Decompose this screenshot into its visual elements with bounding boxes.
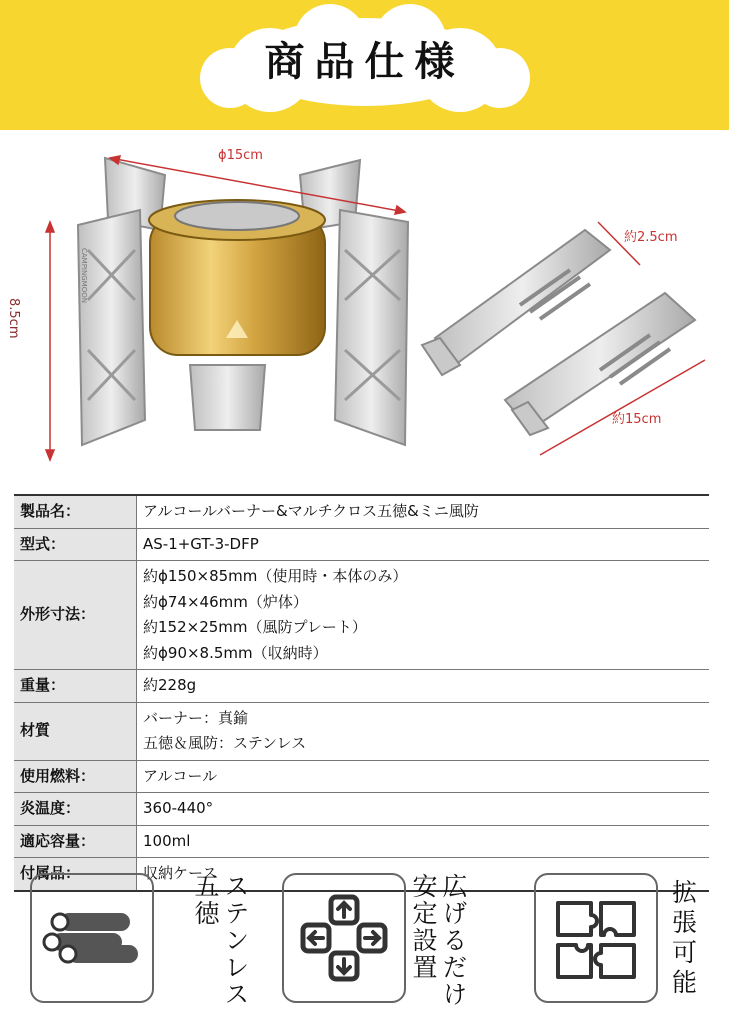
spec-row <box>14 528 709 561</box>
spec-value-line: 収納ケース <box>143 864 218 882</box>
spec-key: 型式： <box>14 528 137 561</box>
spec-row <box>14 495 709 528</box>
spec-value <box>137 528 710 561</box>
feature-text-expand: 広げるだけ 安定設置 <box>409 873 468 1008</box>
spec-value <box>137 561 710 670</box>
spec-row <box>14 825 709 858</box>
spec-key: 重量： <box>14 670 137 703</box>
spec-value <box>137 495 710 528</box>
spec-table <box>14 494 709 892</box>
spec-value-line: バーナー：真鍮 <box>143 708 249 727</box>
brass-burner <box>149 200 325 355</box>
spec-value <box>137 793 710 826</box>
spec-key: 使用燃料： <box>14 760 137 793</box>
spec-value <box>137 670 710 703</box>
spec-key: 材質 <box>14 702 137 760</box>
spec-row <box>14 760 709 793</box>
product-photo <box>0 130 729 492</box>
dimension-plate-width: 約2.5cm <box>624 230 678 245</box>
expand-arrows-icon <box>284 875 404 1001</box>
header-banner <box>0 0 729 130</box>
spec-value-line: 約ϕ150×85mm（使用時・本体のみ） <box>143 567 408 585</box>
spec-key: 適応容量： <box>14 825 137 858</box>
spec-value-line: AS-1+GT-3-DFP <box>143 534 259 553</box>
spec-value-line: 約ϕ90×8.5mm（収納時） <box>143 643 328 662</box>
spec-key: 炎温度： <box>14 793 137 826</box>
page-title: 商品仕様 <box>264 39 465 85</box>
dimension-plate-length: 約15cm <box>612 412 662 427</box>
spec-key: 外形寸法： <box>14 561 137 670</box>
spec-row <box>14 670 709 703</box>
feature-box-expand <box>282 873 406 1003</box>
spec-value-line: 約228g <box>143 676 197 694</box>
spec-row <box>14 561 709 670</box>
spec-value <box>137 760 710 793</box>
spec-value-line: 五徳＆風防：ステンレス <box>143 734 307 752</box>
puzzle-icon <box>536 875 656 1001</box>
dimension-stove-height: 8.5cm <box>6 298 21 339</box>
feature-box-steel <box>30 873 154 1003</box>
spec-value-line: 約ϕ74×46mm（炉体） <box>143 592 308 611</box>
spec-key: 付属品： <box>14 858 137 891</box>
spec-key: 製品名： <box>14 495 137 528</box>
spec-value-line: 約152×25mm（風防プレート） <box>143 618 367 636</box>
feature-box-expandable <box>534 873 658 1003</box>
steel-bars-icon <box>32 875 152 1001</box>
windscreen-plates <box>422 230 695 435</box>
spec-value-line: アルコールバーナー&マルチクロス五徳&ミニ風防 <box>143 502 479 520</box>
spec-value <box>137 825 710 858</box>
feature-text-expandable-stack: 拡 張 可 能 <box>672 878 698 997</box>
spec-value <box>137 702 710 760</box>
spec-value-line: 100ml <box>143 831 191 850</box>
spec-row <box>14 793 709 826</box>
feature-text-steel: ステンレス 五徳 <box>191 873 250 1008</box>
dimension-stove-width: ϕ15cm <box>218 148 263 163</box>
spec-value-line: アルコール <box>143 766 218 785</box>
brand-mark: CAMPINGMOON <box>80 248 88 303</box>
spec-row <box>14 702 709 760</box>
spec-value-line: 360-440° <box>143 799 214 817</box>
